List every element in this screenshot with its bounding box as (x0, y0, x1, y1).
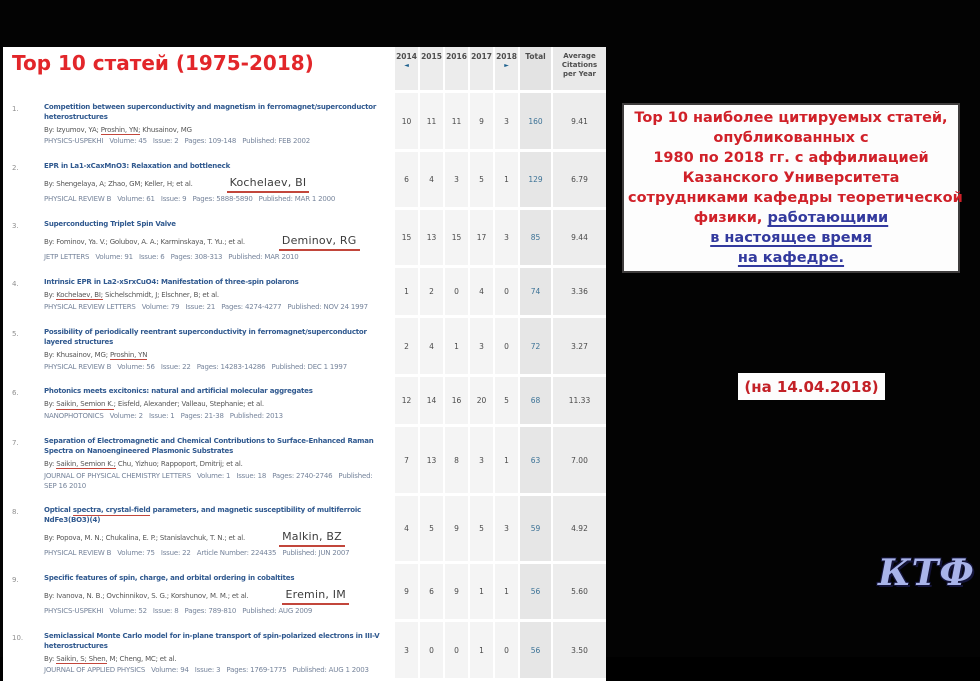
text-segment: Sichelschmidt, J; Elschner, B; et al. (102, 290, 219, 299)
text-segment: Intrinsic EPR in La2-xSrxCuO4: Manifestation of three-spin polarons (44, 278, 299, 287)
citation-count-cell: 0 (493, 622, 518, 681)
total-citations-cell[interactable]: 72 (518, 318, 551, 377)
avg-citations-cell: 3.36 (551, 268, 606, 318)
article-info (35, 564, 393, 622)
article-row (3, 152, 606, 210)
citation-count-cell: 4 (418, 318, 443, 377)
citation-count-cell: 1 (393, 268, 418, 318)
article-info (35, 496, 393, 564)
article-title-link[interactable] (44, 162, 385, 172)
citation-count-cell: 13 (418, 427, 443, 496)
citation-count-cell: 9 (443, 564, 468, 622)
red-underlined-text: spectra, crystal-field (72, 506, 151, 515)
citation-count-cell: 8 (443, 427, 468, 496)
citation-count-cell: 11 (418, 93, 443, 152)
red-underlined-text: Saikin, Semion K. (56, 400, 114, 409)
article-title-link[interactable] (44, 506, 385, 526)
article-row (3, 210, 606, 268)
citation-count-cell: 3 (493, 496, 518, 564)
citation-count-cell: 5 (493, 377, 518, 427)
text-segment: Competition between superconductivity and magnetism in ferromagnet/superconductor heterostructures (44, 103, 377, 121)
text-segment: Specific features of spin, charge, and orbital ordering in cobaltites (44, 574, 295, 583)
citation-count-cell: 3 (493, 210, 518, 268)
year-label: 2015 (421, 52, 442, 61)
citation-count-cell: 15 (393, 210, 418, 268)
article-number: 1. (3, 93, 35, 152)
text-segment: Possibility of periodically reentrant superconductivity in ferromagnet/superconductor layered structures (44, 328, 367, 346)
article-authors (44, 655, 385, 665)
article-source: JETP LETTERS Volume: 91 Issue: 6 Pages: 308-313 Published: MAR 2010 (44, 253, 299, 262)
year-label: 2018 (496, 52, 517, 61)
total-citations-cell[interactable]: 160 (518, 93, 551, 152)
info-box-line (628, 128, 954, 148)
citation-count-cell: 0 (493, 268, 518, 318)
text-segment: Semiclassical Monte Carlo model for in-plane transport of spin-polarized electrons in III-V heterostructures (44, 632, 380, 650)
article-number: 4. (3, 268, 35, 318)
info-box-line (628, 208, 954, 228)
article-title-link[interactable] (44, 328, 385, 348)
article-authors (44, 529, 385, 547)
article-number: 6. (3, 377, 35, 427)
article-info (35, 152, 393, 210)
info-box-line (628, 148, 954, 168)
article-info (35, 622, 393, 681)
total-citations-cell[interactable]: 85 (518, 210, 551, 268)
article-authors (44, 587, 385, 605)
article-info (35, 377, 393, 427)
article-number: 7. (3, 427, 35, 496)
column-header-2018[interactable] (493, 47, 518, 93)
citation-table (3, 47, 606, 681)
article-row (3, 496, 606, 564)
article-source: PHYSICS-USPEKHI Volume: 45 Issue: 2 Pages: 109-148 Published: FEB 2002 (44, 137, 311, 146)
article-title-link[interactable] (44, 387, 385, 397)
citation-count-cell: 16 (443, 377, 468, 427)
citation-count-cell: 6 (418, 564, 443, 622)
article-source: NANOPHOTONICS Volume: 2 Issue: 1 Pages: 21-38 Published: 2013 (44, 411, 283, 420)
handwritten-annotation: Malkin, BZ (279, 529, 345, 547)
citation-count-cell: 0 (418, 622, 443, 681)
article-row (3, 564, 606, 622)
article-authors (44, 460, 385, 470)
text-segment: Photonics meets excitonics: natural and artificial molecular aggregates (44, 387, 313, 396)
article-info (35, 318, 393, 377)
article-source: JOURNAL OF APPLIED PHYSICS Volume: 94 Issue: 3 Pages: 1769-1775 Published: AUG 1 2003 (44, 666, 369, 675)
citation-count-cell: 2 (418, 268, 443, 318)
article-row (3, 268, 606, 318)
text-segment: By: (44, 459, 57, 468)
article-source: PHYSICS-USPEKHI Volume: 52 Issue: 8 Pages: 789-810 Published: AUG 2009 (44, 607, 313, 616)
citation-count-cell: 9 (468, 93, 493, 152)
citation-count-cell: 9 (443, 496, 468, 564)
text-segment: By: Shengelaya, A; Zhao, GM; Keller, H; et al. (44, 179, 193, 188)
citation-count-cell: 3 (468, 318, 493, 377)
column-header-2016 (443, 47, 468, 93)
handwritten-annotation: Kochelaev, BI (227, 175, 310, 193)
article-title-link[interactable] (44, 632, 385, 652)
red-text: 1980 по 2018 гг. с аффилиацией (653, 150, 929, 166)
article-source: PHYSICAL REVIEW B Volume: 61 Issue: 9 Pages: 5888-5890 Published: MAR 1 2000 (44, 195, 336, 204)
citation-count-cell: 1 (468, 622, 493, 681)
citation-count-cell: 20 (468, 377, 493, 427)
text-segment: By: (44, 290, 57, 299)
red-text: Top 10 наиболее цитируемых статей, (634, 110, 948, 126)
avg-citations-cell: 4.92 (551, 496, 606, 564)
total-citations-cell[interactable]: 59 (518, 496, 551, 564)
citation-count-cell: 9 (393, 564, 418, 622)
scroll-left-icon[interactable]: ◄ (404, 62, 409, 70)
text-segment: M; Cheng, MC; et al. (107, 654, 177, 663)
red-text: физики, (693, 210, 768, 226)
article-authors (44, 351, 385, 361)
article-title-link[interactable] (44, 574, 385, 584)
wos-citation-report-panel (3, 47, 606, 675)
article-title-link[interactable] (44, 103, 385, 123)
text-segment: By: Izyumov, YA; (44, 125, 101, 134)
text-segment: Chu, Yizhuo; Rappoport, Dmitrij; et al. (115, 459, 243, 468)
citation-count-cell: 6 (393, 152, 418, 210)
panel-title: Top 10 статей (1975-2018) (12, 51, 314, 75)
total-citations-cell[interactable]: 129 (518, 152, 551, 210)
citation-count-cell: 5 (468, 152, 493, 210)
article-source: PHYSICAL REVIEW B Volume: 75 Issue: 22 Article Number: 224435 Published: JUN 2007 (44, 549, 350, 558)
citation-count-cell: 4 (468, 268, 493, 318)
total-citations-cell[interactable]: 63 (518, 427, 551, 496)
red-text: опубликованных с (713, 130, 869, 146)
citation-count-cell: 12 (393, 377, 418, 427)
year-label: 2014 (396, 52, 417, 61)
red-underlined-text: Kochelaev, BI; (56, 290, 103, 299)
citation-count-cell: 4 (393, 496, 418, 564)
article-info (35, 93, 393, 152)
article-source: JOURNAL OF PHYSICAL CHEMISTRY LETTERS Volume: 1 Issue: 18 Pages: 2740-2746 Published: SEP 16 2010 (44, 471, 375, 490)
text-segment: By: Fominov, Ya. V.; Golubov, A. A.; Karminskaya, T. Yu.; et al. (44, 237, 245, 246)
article-row (3, 427, 606, 496)
total-citations-cell[interactable]: 56 (518, 564, 551, 622)
article-authors (44, 400, 385, 410)
text-segment: By: Popova, M. N.; Chukalina, E. P.; Stanislavchuk, T. N.; et al. (44, 533, 246, 542)
red-underlined-text: Proshin, YN (109, 350, 148, 359)
info-box-line (628, 228, 954, 248)
citation-count-cell: 3 (468, 427, 493, 496)
article-authors (44, 291, 385, 301)
article-number: 2. (3, 152, 35, 210)
citation-count-cell: 3 (493, 93, 518, 152)
total-citations-cell[interactable]: 74 (518, 268, 551, 318)
avg-citations-cell: 5.60 (551, 564, 606, 622)
article-authors (44, 233, 385, 251)
total-citations-cell[interactable]: 68 (518, 377, 551, 427)
info-box-line (628, 168, 954, 188)
article-row (3, 377, 606, 427)
article-title-link[interactable] (44, 437, 385, 457)
article-row (3, 93, 606, 152)
article-info (35, 427, 393, 496)
article-number: 3. (3, 210, 35, 268)
citation-count-cell: 1 (443, 318, 468, 377)
year-label: 2016 (446, 52, 467, 61)
info-box-line (628, 188, 963, 208)
article-title-link[interactable] (44, 220, 385, 230)
underlined-blue-text: работающими (767, 210, 889, 226)
citation-count-cell: 17 (468, 210, 493, 268)
column-header-2017 (468, 47, 493, 93)
citation-count-cell: 13 (418, 210, 443, 268)
info-box-line (628, 248, 954, 268)
column-header-total: Total (518, 47, 551, 93)
citation-count-cell: 14 (418, 377, 443, 427)
avg-citations-cell: 3.50 (551, 622, 606, 681)
text-segment: ; Eisfeld, Alexander; Valleau, Stephanie; et al. (113, 400, 264, 409)
citation-count-cell: 4 (418, 152, 443, 210)
citation-count-cell: 1 (493, 427, 518, 496)
text-segment: By: (44, 654, 57, 663)
citation-count-cell: 0 (493, 318, 518, 377)
article-title-link[interactable] (44, 278, 385, 288)
citation-count-cell: 5 (418, 496, 443, 564)
text-segment: Khusainov, MG (140, 125, 192, 134)
article-authors (44, 126, 385, 136)
citation-count-cell: 2 (393, 318, 418, 377)
text-segment: By: Khusainov, MG; (44, 350, 110, 359)
underlined-blue-text: на кафедре. (737, 250, 845, 266)
citation-count-cell: 5 (468, 496, 493, 564)
red-underlined-text: Saikin, Semion K.; (56, 459, 116, 468)
info-box (622, 103, 963, 273)
citation-count-cell: 1 (493, 564, 518, 622)
avg-citations-cell: 9.41 (551, 93, 606, 152)
red-text: Казанского Университета (682, 170, 900, 186)
article-row (3, 622, 606, 681)
article-source: PHYSICAL REVIEW LETTERS Volume: 79 Issue: 21 Pages: 4274-4277 Published: NOV 24 1997 (44, 302, 368, 311)
citation-count-cell: 15 (443, 210, 468, 268)
scroll-right-icon[interactable]: ► (504, 62, 509, 70)
citation-count-cell: 11 (443, 93, 468, 152)
article-source: PHYSICAL REVIEW B Volume: 56 Issue: 22 Pages: 14283-14286 Published: DEC 1 1997 (44, 362, 347, 371)
red-underlined-text: Proshin, YN; (100, 125, 141, 134)
info-box-line (628, 108, 954, 128)
citation-count-cell: 7 (393, 427, 418, 496)
underlined-blue-text: в настоящее время (710, 230, 872, 246)
handwritten-annotation: Deminov, RG (279, 233, 360, 251)
citation-count-cell: 1 (493, 152, 518, 210)
article-number: 5. (3, 318, 35, 377)
text-segment: Separation of Electromagnetic and Chemical Contributions to Surface-Enhanced Raman Spectra on Nanoengineered Plasmonic Substrates (44, 437, 374, 456)
citation-count-cell: 0 (443, 622, 468, 681)
avg-citations-cell: 7.00 (551, 427, 606, 496)
text-segment: EPR in La1-xCaxMnO3: Relaxation and bottleneck (44, 162, 231, 171)
text-segment: parameters, and magnetic susceptibility of multiferroic NdFe3(BO3)(4) (44, 506, 361, 525)
citation-count-cell: 3 (393, 622, 418, 681)
column-header-2015 (418, 47, 443, 93)
citation-count-cell: 10 (393, 93, 418, 152)
text-segment: By: (44, 400, 57, 409)
avg-citations-cell: 6.79 (551, 152, 606, 210)
article-row (3, 318, 606, 377)
column-header-average: Average Citations per Year (551, 47, 606, 93)
red-underlined-text: Saikin, S; Shen, (56, 654, 108, 663)
date-box: (на 14.04.2018) (738, 373, 885, 400)
handwritten-annotation: Eremin, IM (282, 587, 348, 605)
ktf-logo: КТФ (878, 552, 975, 594)
total-citations-cell[interactable]: 56 (518, 622, 551, 681)
article-info (35, 268, 393, 318)
citation-count-cell: 0 (443, 268, 468, 318)
citation-count-cell: 3 (443, 152, 468, 210)
avg-citations-cell: 9.44 (551, 210, 606, 268)
text-segment: By: Ivanova, N. B.; Ovchinnikov, S. G.; Korshunov, M. M.; et al. (44, 591, 249, 600)
article-authors (44, 175, 385, 193)
article-number: 10. (3, 622, 35, 681)
article-info (35, 210, 393, 268)
citation-count-cell: 1 (468, 564, 493, 622)
red-text: сотрудниками кафедры теоретической (628, 190, 963, 206)
year-label: 2017 (471, 52, 492, 61)
article-number: 9. (3, 564, 35, 622)
text-segment: Optical (44, 506, 73, 515)
avg-citations-cell: 11.33 (551, 377, 606, 427)
avg-citations-cell: 3.27 (551, 318, 606, 377)
article-number: 8. (3, 496, 35, 564)
column-header-2014[interactable] (393, 47, 418, 93)
text-segment: Superconducting Triplet Spin Valve (44, 220, 176, 229)
